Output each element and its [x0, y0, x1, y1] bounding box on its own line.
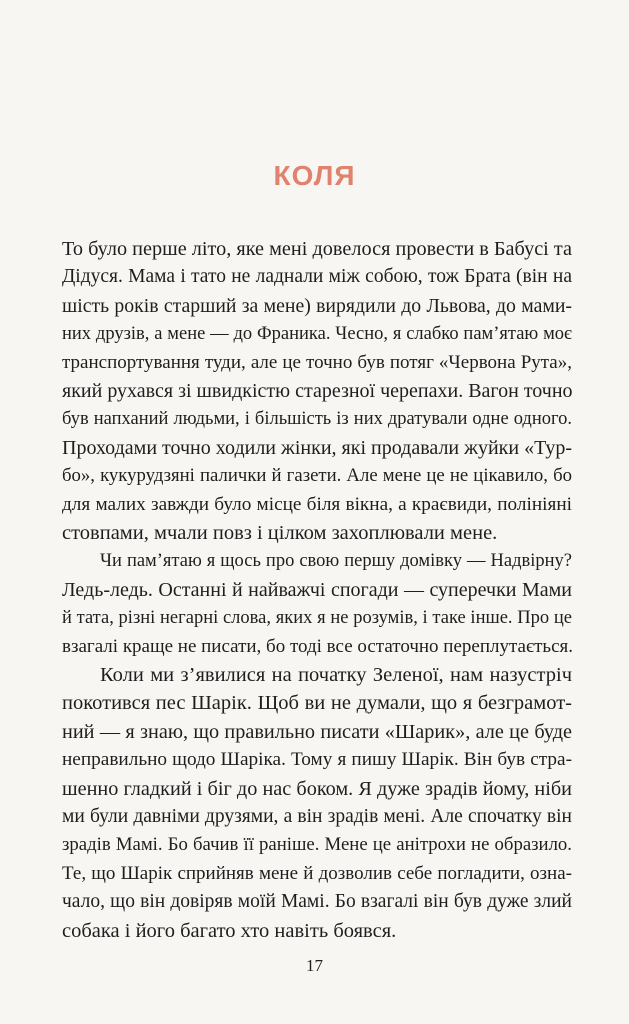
text-line: Чи пам’ятаю я щось про свою першу домівку — Надвірну? — [100, 551, 572, 572]
text-line: То було перше літо, яке мені довелося провести в Бабусі та — [62, 238, 572, 260]
text-line: шенно гладкий і біг до нас боком. Я дуже зрадів йому, ніби — [62, 777, 572, 800]
text-line: для малих завжди було місце біля вікна, а краєвиди, полініяні — [62, 493, 572, 515]
text-line: чало, що він довіряв моїй Мамі. Бо взагалі він був дуже злий — [62, 891, 572, 913]
text-line: ний — я знаю, що правильно писати «Шарик», але це буде — [62, 720, 572, 743]
text-line: Коли ми з’явилися на початку Зеленої, нам назустріч — [100, 664, 572, 686]
text-line: який рухався зі швидкістю старезної черепахи. Вагон точно — [62, 380, 573, 402]
text-line: Те, що Шарік сприйняв мене й дозволив себе погладити, озна- — [62, 862, 572, 884]
text-line: взагалі краще не писати, бо тоді все остаточно переплутається. — [62, 635, 573, 657]
chapter-title: КОЛЯ — [273, 160, 356, 191]
text-line: ми були давніми друзями, а він зрадів мені. Але спочатку він — [62, 806, 572, 827]
text-line: покотився пес Шарік. Щоб ви не думали, що я безграмот- — [62, 692, 572, 715]
text-line: Проходами точно ходили жінки, які продавали жуйки «Тур- — [62, 436, 572, 459]
page-number: 17 — [306, 956, 323, 975]
text-line: них друзів, а мене — до Франика. Чесно, я слабко пам’ятаю моє — [62, 324, 572, 345]
text-line: й тата, різні негарні слова, яких я не розумів, і таке інше. Про це — [62, 608, 572, 629]
text-line: шість років старший за мене) вирядили до Львова, до мами- — [62, 294, 572, 317]
text-line: неправильно щодо Шаріка. Тому я пишу Шарік. Він був стра- — [62, 749, 572, 771]
text-line: транспортування туди, але це точно був потяг «Червона Рута», — [62, 351, 572, 373]
text-line: Дідуся. Мама і тато не ладнали між собою, тож Брата (він на — [62, 266, 572, 288]
text-line: був напханий людьми, і більшість із них дратували одне одного. — [62, 409, 572, 430]
text-line: бо», кукурудзяні палички й газети. Але мене це не цікавило, бо — [62, 465, 572, 487]
text-line: стовпами, мчали повз і цілком захоплювали мене. — [62, 522, 498, 544]
text-line: зрадів Мамі. Бо бачив її раніше. Мене це анітрохи не образило. — [62, 834, 572, 856]
text-line: собака і його багато хто навіть боявся. — [62, 919, 397, 942]
text-line: Ледь-ледь. Останні й найважчі спогади — суперечки Мами — [62, 578, 572, 601]
